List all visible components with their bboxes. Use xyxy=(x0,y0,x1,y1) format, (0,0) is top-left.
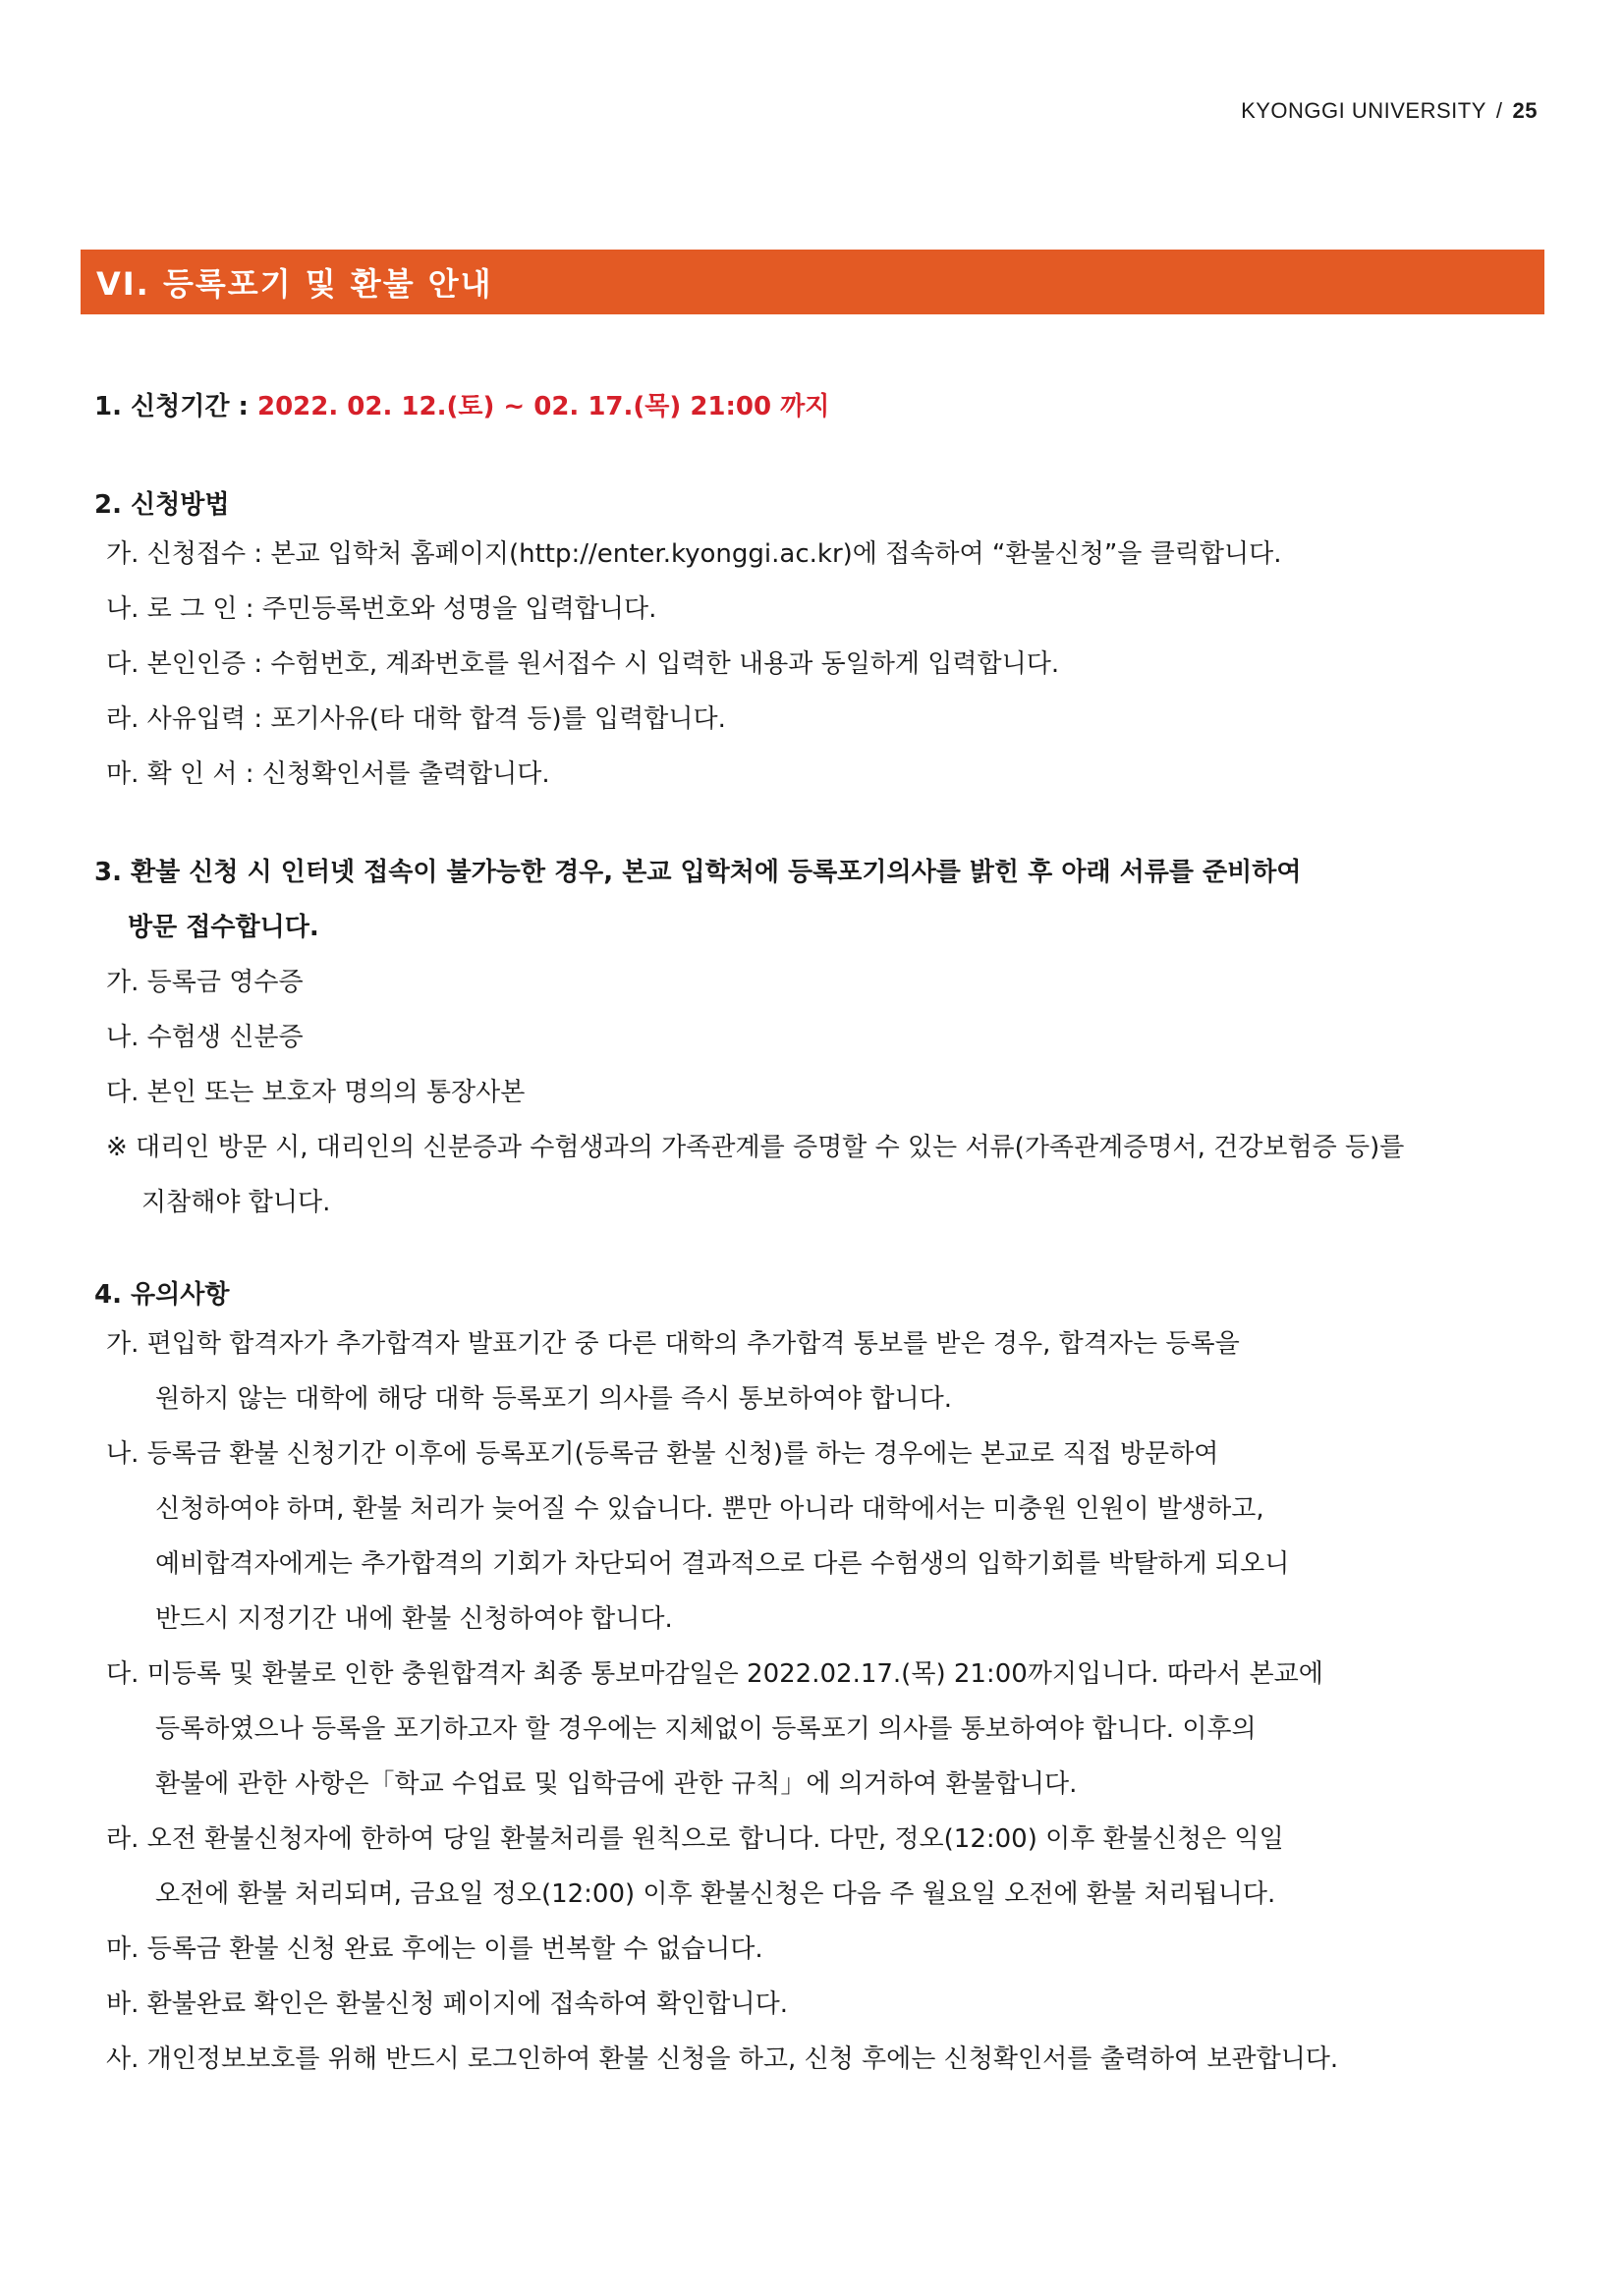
university-name: KYONGGI UNIVERSITY xyxy=(1241,98,1486,123)
list-item-line: 반드시 지정기간 내에 환불 신청하여야 합니다. xyxy=(155,1604,673,1634)
header-separator: / xyxy=(1495,98,1503,123)
offline-heading-line1: 3. 환불 신청 시 인터넷 접속이 불가능한 경우, 본교 입학처에 등록포기의사를 밝힌 후 아래 서류를 준비하여 xyxy=(94,858,1302,887)
proxy-note xyxy=(94,1120,1529,1230)
list-item xyxy=(94,1647,1529,1812)
list-item: 가. 신청접수 : 본교 입학처 홈페이지(http://enter.kyonggi.ac.kr)에 접속하여 “환불신청”을 클릭합니다. xyxy=(106,539,1282,569)
offline-heading xyxy=(94,845,1529,955)
list-item xyxy=(94,2032,1529,2087)
list-item-line: 다. 미등록 및 환불로 인한 충원합격자 최종 통보마감일은 2022.02.17.(목) 21:00까지입니다. 따라서 본교에 xyxy=(106,1659,1323,1689)
period-label: 1. 신청기간 : xyxy=(94,392,249,421)
list-item: 다. 본인 또는 보호자 명의의 통장사본 xyxy=(106,1078,526,1107)
list-item-line: 등록하였으나 등록을 포기하고자 할 경우에는 지체없이 등록포기 의사를 통보하여야 합니다. 이후의 xyxy=(155,1714,1257,1744)
list-item: 나. 로 그 인 : 주민등록번호와 성명을 입력합니다. xyxy=(106,594,657,624)
list-item-line: 라. 오전 환불신청자에 한하여 당일 환불처리를 원칙으로 합니다. 다만, 정오(12:00) 이후 환불신청은 익일 xyxy=(106,1824,1284,1854)
page-content xyxy=(94,385,1529,2087)
page-header xyxy=(1241,98,1538,124)
period-value: 2022. 02. 12.(토) ~ 02. 17.(목) 21:00 까지 xyxy=(257,392,830,421)
page-number: 25 xyxy=(1512,98,1538,123)
section-title-bar xyxy=(81,250,1544,314)
list-item xyxy=(94,1977,1529,2032)
proxy-note-line1: ※ 대리인 방문 시, 대리인의 신분증과 수험생과의 가족관계를 증명할 수 있는 서류(가족관계증명서, 건강보험증 등)를 xyxy=(106,1133,1405,1162)
list-item: 나. 수험생 신분증 xyxy=(106,1023,304,1052)
application-period xyxy=(94,385,1529,428)
offline-heading-line2: 방문 접수합니다. xyxy=(128,913,319,942)
proxy-note-line2: 지참해야 합니다. xyxy=(141,1188,331,1217)
list-item-line: 환불에 관한 사항은「학교 수업료 및 입학금에 관한 규칙」에 의거하여 환불합니다. xyxy=(155,1769,1078,1799)
list-item-line: 바. 환불완료 확인은 환불신청 페이지에 접속하여 확인합니다. xyxy=(106,1989,789,2019)
list-item: 다. 본인인증 : 수험번호, 계좌번호를 원서접수 시 입력한 내용과 동일하게 입력합니다. xyxy=(106,649,1060,679)
list-item-line: 신청하여야 하며, 환불 처리가 늦어질 수 있습니다. 뿐만 아니라 대학에서는 미충원 인원이 발생하고, xyxy=(155,1494,1264,1524)
method-heading: 2. 신청방법 xyxy=(94,490,230,520)
section-title: VI. 등록포기 및 환불 안내 xyxy=(96,265,493,303)
list-item-line: 가. 편입학 합격자가 추가합격자 발표기간 중 다른 대학의 추가합격 통보를 받은 경우, 합격자는 등록을 xyxy=(106,1329,1240,1359)
list-item-line: 마. 등록금 환불 신청 완료 후에는 이를 번복할 수 없습니다. xyxy=(106,1934,763,1964)
list-item-line: 예비합격자에게는 추가합격의 기회가 차단되어 결과적으로 다른 수험생의 입학기회를 박탈하게 되오니 xyxy=(155,1549,1290,1579)
list-item: 가. 등록금 영수증 xyxy=(106,968,304,997)
list-item-line: 오전에 환불 처리되며, 금요일 정오(12:00) 이후 환불신청은 다음 주 월요일 오전에 환불 처리됩니다. xyxy=(155,1879,1276,1909)
list-item-line: 나. 등록금 환불 신청기간 이후에 등록포기(등록금 환불 신청)를 하는 경우에는 본교로 직접 방문하여 xyxy=(106,1439,1219,1469)
list-item xyxy=(94,1427,1529,1647)
list-item-line: 사. 개인정보보호를 위해 반드시 로그인하여 환불 신청을 하고, 신청 후에는 신청확인서를 출력하여 보관합니다. xyxy=(106,2044,1339,2074)
list-item: 라. 사유입력 : 포기사유(타 대학 합격 등)를 입력합니다. xyxy=(106,704,726,734)
list-item xyxy=(94,1316,1529,1427)
list-item xyxy=(94,1922,1529,1977)
list-item: 마. 확 인 서 : 신청확인서를 출력합니다. xyxy=(106,759,550,789)
list-item-line: 원하지 않는 대학에 해당 대학 등록포기 의사를 즉시 통보하여야 합니다. xyxy=(155,1384,953,1414)
notes-heading: 4. 유의사항 xyxy=(94,1280,230,1310)
list-item xyxy=(94,1812,1529,1922)
